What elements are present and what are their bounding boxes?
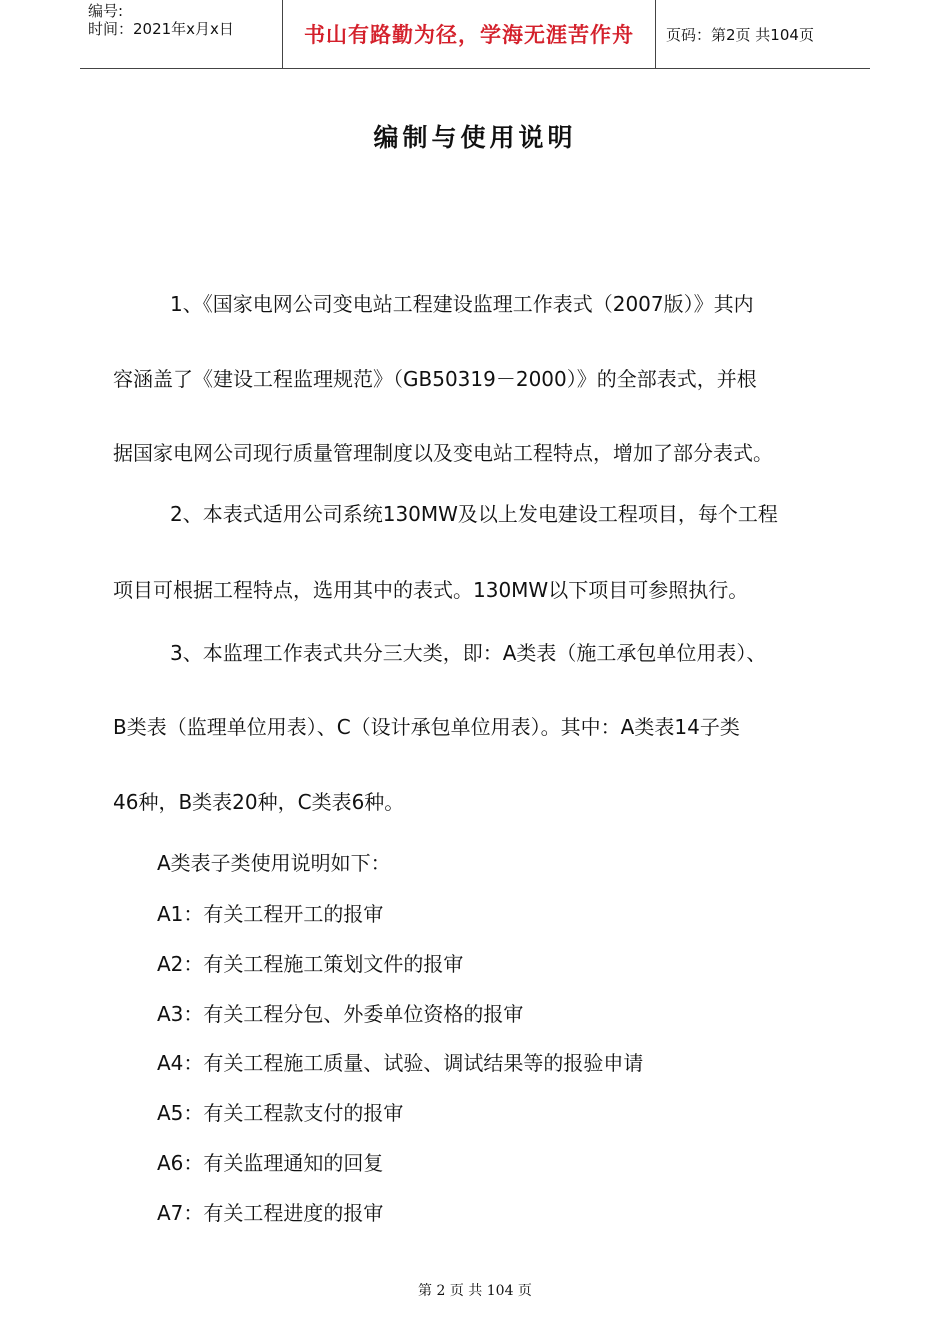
paragraph-line: 1、《国家电网公司变电站工程建设监理工作表式（2007版）》其内: [170, 292, 754, 316]
list-item: A3：有关工程分包、外委单位资格的报审: [157, 1002, 524, 1026]
document-title: 编制与使用说明: [373, 123, 577, 152]
list-item: A4：有关工程施工质量、试验、调试结果等的报验申请: [157, 1051, 644, 1075]
header-page-code: 页码：第2页 共104页: [666, 25, 814, 44]
number-label: 编号:: [88, 2, 124, 20]
list-item: A6：有关监理通知的回复: [157, 1151, 384, 1175]
page-header: [80, 0, 870, 69]
list-item: A7：有关工程进度的报审: [157, 1201, 384, 1225]
paragraph-line: 据国家电网公司现行质量管理制度以及变电站工程特点，增加了部分表式。: [113, 441, 773, 465]
header-motto: 书山有路勤为径，学海无涯苦作舟: [282, 0, 656, 68]
list-item: A5：有关工程款支付的报审: [157, 1101, 404, 1125]
paragraph-line: B类表（监理单位用表）、C（设计承包单位用表）。其中：A类表14子类: [113, 715, 740, 739]
list-subtitle: A类表子类使用说明如下：: [157, 851, 391, 875]
paragraph-line: 容涵盖了《建设工程监理规范》（GB50319－2000）》的全部表式，并根: [113, 367, 757, 391]
paragraph-line: 项目可根据工程特点，选用其中的表式。130MW以下项目可参照执行。: [113, 578, 749, 602]
page-footer: 第 2 页 共 104 页: [418, 1283, 532, 1299]
time-label: 时间：2021年x月x日: [88, 20, 234, 38]
header-info: [80, 0, 282, 68]
list-item: A1：有关工程开工的报审: [157, 902, 384, 926]
paragraph-line: 46种，B类表20种，C类表6种。: [113, 790, 405, 814]
list-item: A2：有关工程施工策划文件的报审: [157, 952, 464, 976]
paragraph-line: 3、本监理工作表式共分三大类，即：A类表（施工承包单位用表）、: [170, 641, 767, 665]
paragraph-line: 2、本表式适用公司系统130MW及以上发电建设工程项目，每个工程: [170, 502, 778, 526]
